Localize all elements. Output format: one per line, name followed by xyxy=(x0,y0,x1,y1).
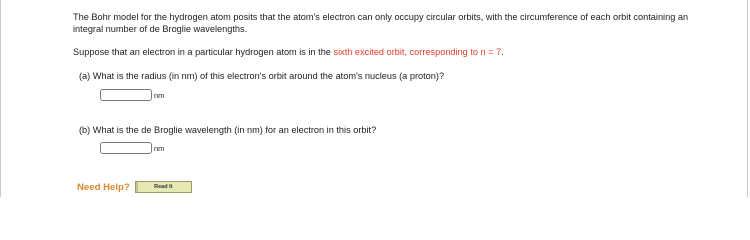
need-help-label: Need Help? xyxy=(77,181,130,193)
question-b: (b) What is the de Broglie wavelength (in nm) for an electron in this orbit? xyxy=(79,125,377,135)
scenario-highlight: sixth excited orbit, corresponding to n = 7 xyxy=(333,47,502,57)
problem-intro: The Bohr model for the hydrogen atom posits that the atom's electron can only occupy circular orbits, with the circumference of each orbit containing an integral number of de Broglie wavelengths. xyxy=(73,12,689,34)
unit-label-b: nm xyxy=(154,143,165,153)
unit-label-a: nm xyxy=(154,90,165,100)
read-it-button[interactable]: Read It xyxy=(135,181,192,193)
help-section xyxy=(77,181,192,193)
scenario-text: Suppose that an electron in a particular hydrogen atom is in the xyxy=(73,47,334,57)
answer-input-a[interactable] xyxy=(100,89,152,101)
answer-row-b xyxy=(100,140,164,156)
answer-input-b[interactable] xyxy=(100,142,152,154)
scenario-end: . xyxy=(501,47,504,57)
question-a: (a) What is the radius (in nm) of this electron's orbit around the atom's nucleus (a proton)? xyxy=(79,71,445,81)
answer-row-a xyxy=(100,87,164,103)
problem-scenario xyxy=(73,46,504,58)
